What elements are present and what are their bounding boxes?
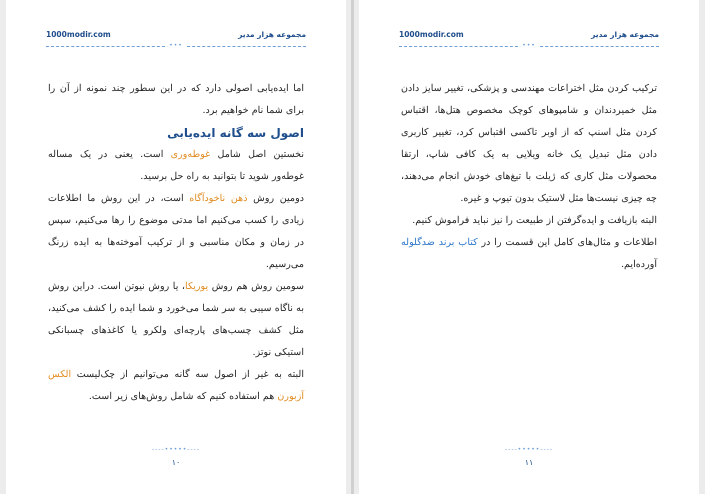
book-link[interactable]: کتاب برند ضدگلوله [401,237,478,248]
paragraph-text: البته به غیر از اصول سه گانه می‌توانیم از چک‌لیست [71,369,304,380]
book-spine [351,0,354,494]
page-number: ۱۰ [171,458,181,467]
brand-title: مجموعه هزار مدیر [591,30,659,39]
page-number: ۱۱ [524,458,534,467]
footer-ornament: ----•••••---- [504,446,554,453]
site-url[interactable]: 1000modir.com [399,30,464,39]
page-body [48,78,304,408]
highlight-immersion[interactable]: غوطه‌وری [170,149,211,160]
intro-paragraph: اما ایده‌یابی اصولی دارد که در این سطور چند نمونه از آن را برای شما نام خواهیم برد. [48,83,304,116]
paragraph-text: سومین روش هم روش [208,281,304,292]
paragraph-text: است، در این روش ما اطلاعات زیادی را کسب می‌کنیم اما مدتی موضوع را رها می‌کنیم، سپس در زمان و مکان مناسبی و از ترکیب آموخته‌ها به ایده زرنگ می‌رسیم. [48,193,304,270]
paragraph-text: است. یعنی در یک مساله غوطه‌ور شوید تا بتوانید به راه حل برسید. [48,149,304,182]
section-heading: اصول سه گانه ایده‌یابی [167,126,304,140]
page-header [399,30,659,42]
header-divider-dots: ••• [522,42,536,49]
page-body [401,78,657,276]
paragraph-text: هم استفاده کنیم که شامل روش‌های زیر است. [88,391,278,402]
paragraph-text: دومین روش [247,193,304,204]
left-page [6,0,346,494]
paragraph-eureka [48,276,304,364]
highlight-eureka[interactable]: یوریکا [185,281,209,292]
paragraph-osborn [48,364,304,408]
page-header [46,30,306,42]
paragraph-text: آورده‌ایم. [621,259,657,270]
paragraph-immersion [48,144,304,188]
header-divider-dots: ••• [169,42,183,49]
brand-title: مجموعه هزار مدیر [238,30,306,39]
paragraph-text: نخستین اصل شامل [210,149,305,160]
paragraph-unconscious [48,188,304,276]
paragraph-book-reference [401,232,657,276]
paragraph-text: ، یا روش نیوتن است. دراین روش به ناگاه سیبی به سر شما می‌خورد و شما ایده را کشف می‌کنید، مثل کشف چسب‌های پارچه‌ای ولکرو یا کاغذهای چسبانکی استیکی نوتز. [48,281,304,358]
paragraph-nature: البته بازیافت و ایده‌گرفتن از طبیعت را نیز نباید فراموش کنیم. [412,215,657,226]
highlight-unconscious-mind[interactable]: ذهن ناخودآگاه [189,193,248,204]
site-url[interactable]: 1000modir.com [46,30,111,39]
right-page [359,0,699,494]
paragraph-examples: ترکیب کردن مثل اختراعات مهندسی و پزشکی، تغییر سایز دادن مثل خمیردندان و شامپوهای کوچک مخصوص هتل‌ها، اقتباس کردن مثل اسنپ که از اوبر تاکسی اقتباس کرد، تغییر کاربری دادن مثل تبدیل یک خانه ویلایی به یک کافی شاپ، ارتقا محصولات مثل کاری که ژیلت با تیغ‌های خودش انجام می‌دهند، چه چیزی نیست‌ها مثل لاستیک بدون تیوپ و غیره. [401,83,657,204]
highlight-alex-osborn[interactable]: الکس آزبورن [48,369,304,402]
footer-ornament: ----•••••---- [151,446,201,453]
paragraph-text: اطلاعات و مثال‌های کامل این قسمت را در [477,237,657,248]
